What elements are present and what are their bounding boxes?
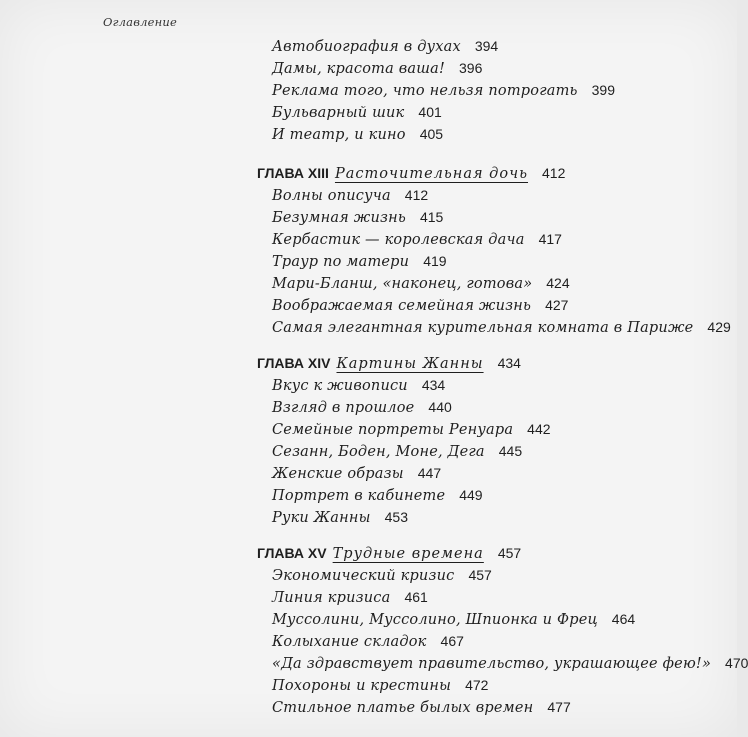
toc-entry <box>272 587 428 608</box>
toc-entry-title: Бульварный шик <box>272 105 405 121</box>
toc-entry-title: Самая элегантная курительная комната в Париже <box>272 320 694 336</box>
toc-entry-title: И театр, и кино <box>272 127 406 143</box>
page-number: 419 <box>423 253 447 269</box>
toc-entry <box>272 507 408 528</box>
toc-entry-title: Волны описуча <box>272 188 391 204</box>
page-number: 449 <box>459 487 483 503</box>
toc-entry <box>272 317 731 338</box>
chapter-heading <box>257 543 521 564</box>
toc-entry-title: Реклама того, что нельзя потрогать <box>272 83 578 99</box>
toc-entry <box>272 229 562 250</box>
toc-entry-title: Семейные портреты Ренуара <box>272 422 514 438</box>
chapter-label: ГЛАВА XV <box>257 545 327 561</box>
toc-entry <box>272 36 498 57</box>
toc-entry-title: Похороны и крестины <box>272 678 452 694</box>
chapter-title: Трудные времена <box>332 546 484 562</box>
toc-entry <box>272 80 615 101</box>
chapter-heading <box>257 163 565 184</box>
toc-entry-title: Кербастик — королевская дача <box>272 232 525 248</box>
toc-entry-title: Руки Жанны <box>272 510 371 526</box>
chapter-title: Расточительная дочь <box>334 166 529 182</box>
page-number: 399 <box>591 82 615 98</box>
page-number: 434 <box>497 355 521 371</box>
toc-entry <box>272 273 570 294</box>
chapter-label: ГЛАВА XIV <box>257 355 331 371</box>
toc-entry-title: Автобиография в духах <box>272 39 461 55</box>
page-number: 427 <box>545 297 569 313</box>
toc-entry <box>272 609 635 630</box>
toc-entry-title: Траур по матери <box>272 254 410 270</box>
toc-entry <box>272 631 464 652</box>
chapter-label: ГЛАВА XIII <box>257 165 329 181</box>
toc-entry-title: Мари-Бланш, «наконец, готова» <box>272 276 533 292</box>
page-number: 401 <box>418 104 442 120</box>
toc-entry <box>272 251 447 272</box>
page-number: 405 <box>419 126 444 142</box>
toc-entry-title: Женские образы <box>272 466 404 482</box>
page-number: 457 <box>497 545 522 561</box>
toc-entry-title: Воображаемая семейная жизнь <box>272 298 532 314</box>
toc-entry <box>272 565 492 586</box>
page-number: 461 <box>404 589 428 605</box>
toc-entry <box>272 124 443 145</box>
toc-entry <box>272 485 483 506</box>
toc-entry <box>272 697 571 718</box>
toc-entry <box>272 102 442 123</box>
toc-entry <box>272 58 482 79</box>
toc-entry-title: Стильное платье былых времен <box>272 700 534 716</box>
page-number: 445 <box>498 443 523 459</box>
toc-entry-title: Колыхание складок <box>272 634 427 650</box>
page-number: 415 <box>419 209 444 225</box>
page-number: 412 <box>542 165 566 181</box>
page-number: 429 <box>707 319 731 335</box>
page-number: 417 <box>538 231 562 247</box>
chapter-heading <box>257 353 521 374</box>
toc-entry <box>272 441 522 462</box>
toc-entry-title: Сезанн, Боден, Моне, Дега <box>272 444 485 460</box>
toc-entry <box>272 463 441 484</box>
toc-entry <box>272 397 452 418</box>
page-number: 434 <box>421 377 446 393</box>
toc-entry-title: Дамы, красота ваша! <box>272 61 446 77</box>
toc-entry <box>272 295 568 316</box>
toc-entry <box>272 207 443 228</box>
toc-entry-title: Портрет в кабинете <box>272 488 446 504</box>
toc-entry-title: Муссолини, Муссолино, Шпионка и Фрец <box>272 612 598 628</box>
page-number: 394 <box>474 38 499 54</box>
page-number: 472 <box>465 677 489 693</box>
toc-entry-title: «Да здравствует правительство, украшающее фею!» <box>272 656 712 672</box>
running-head: Оглавление <box>103 15 178 29</box>
toc-entry-title: Безумная жизнь <box>272 210 406 226</box>
page-number: 467 <box>440 633 464 649</box>
chapter-title: Картины Жанны <box>336 356 484 372</box>
page-number: 464 <box>611 611 636 627</box>
page-number: 424 <box>546 275 570 291</box>
toc-entry <box>272 375 445 396</box>
toc-entry <box>272 675 488 696</box>
toc-entry <box>272 419 551 440</box>
page-number: 412 <box>404 187 429 203</box>
toc-entry <box>272 185 428 206</box>
page-number: 447 <box>417 465 442 481</box>
page-number: 453 <box>384 509 408 525</box>
page-number: 457 <box>468 567 492 583</box>
page-number: 442 <box>527 421 551 437</box>
toc-entry-title: Вкус к живописи <box>272 378 408 394</box>
page-number: 440 <box>428 399 452 415</box>
page-number: 477 <box>547 699 571 715</box>
toc-entry <box>272 653 748 674</box>
toc-entry-title: Взгляд в прошлое <box>272 400 415 416</box>
toc-entry-title: Линия кризиса <box>272 590 391 606</box>
page-number: 396 <box>459 60 483 76</box>
toc-entry-title: Экономический кризис <box>272 568 455 584</box>
page-number: 470 <box>725 655 748 671</box>
